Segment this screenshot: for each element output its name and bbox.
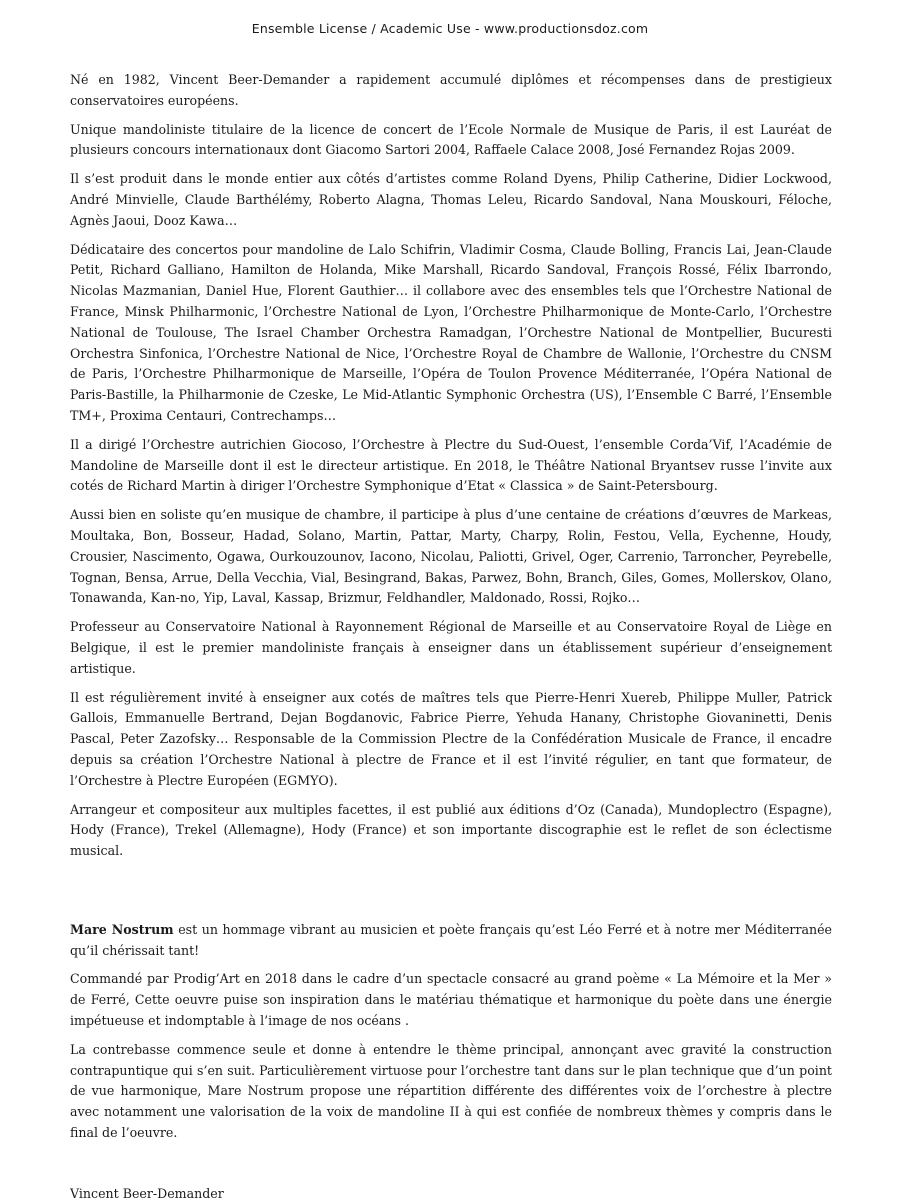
section-spacer [70, 870, 832, 920]
signature-spacer [70, 1152, 832, 1184]
bio-paragraph-6: Aussi bien en soliste qu’en musique de chambre, il participe à plus d’une centaine de créations d’œuvres de Markeas, Moultaka, Bon, Bosseur, Hadad, Solano, Martin, Pattar, Marty, Charpy, Rolin, Festou, Vella, Eychenne, Houdy, Crousier, Nascimento, Ogawa, Ourkouzounov, Iacono, Nicolau, Paliotti, Grivel, Oger, Carrenio, Tarroncher, Peyrebelle, Tognan, Bensa, Arrue, Della Vecchia, Vial, Besingrand, Bakas, Parwez, Bohn, Branch, Giles, Gomes, Mollerskov, Olano, Tonawanda, Kan-no, Yip, Laval, Kassap, Brizmur, Feldhandler, Maldonado, Rossi, Rojko… [70, 507, 832, 606]
work-intro-text: est un hommage vibrant au musicien et poète français qu’est Léo Ferré et à notre mer Méditerranée qu’il chérissait tant! [70, 921, 832, 958]
work-intro-paragraph [70, 920, 832, 962]
bio-paragraph-9: Arrangeur et compositeur aux multiples facettes, il est publié aux éditions d’Oz (Canada), Mundoplectro (Espagne), Hody (France), Trekel (Allemagne), Hody (France) et son importante discographie est le reflet de son éclectisme musical. [70, 801, 832, 859]
work-title: Mare Nostrum [70, 921, 174, 937]
bio-paragraph-2: Unique mandoliniste titulaire de la licence de concert de l’Ecole Normale de Musique de Paris, il est Lauréat de plusieurs concours internationaux dont Giacomo Sartori 2004, Raffaele Calace 2008, José Fernandez Rojas 2009. [70, 121, 832, 158]
work-paragraph-2: La contrebasse commence seule et donne à entendre le thème principal, annonçant avec gravité la construction contrapuntique qui s’en suit. Particulièrement virtuose pour l’orchestre tant dans sur le plan technique que d’un point de vue harmonique, Mare Nostrum propose une répartition différente des différentes voix de l’orchestre à plectre avec notamment une valorisation de la voix de mandoline II à qui est confiée de nombreux thèmes y compris dans le final de l’oeuvre. [70, 1041, 832, 1141]
bio-paragraph-7: Professeur au Conservatoire National à Rayonnement Régional de Marseille et au Conservatoire Royal de Liège en Belgique, il est le premier mandoliniste français à enseigner dans un établissement supérieur d’enseignement artistique. [70, 619, 832, 676]
signature-author: Vincent Beer-Demander [70, 1185, 224, 1200]
document-body [70, 70, 832, 1200]
license-header: Ensemble License / Academic Use - www.productionsdoz.com [251, 21, 649, 36]
bio-paragraph-4: Dédicataire des concertos pour mandoline de Lalo Schifrin, Vladimir Cosma, Claude Bolling, Francis Lai, Jean-Claude Petit, Richard Galliano, Hamilton de Holanda, Mike Marshall, Ricardo Sandoval, François Rossé, Félix Ibarrondo, Nicolas Mazmanian, Daniel Hue, Florent Gauthier… il collabore avec des ensembles tels que l’Orchestre National de France, Minsk Philharmonic, l’Orchestre National de Lyon, l’Orchestre Philharmonique de Monte-Carlo, l’Orchestre National de Toulouse, The Israel Chamber Orchestra Ramadgan, l’Orchestre National de Montpellier, Bucuresti Orchestra Sinfonica, l’Orchestre National de Nice, l’Orchestre Royal de Chambre de Wallonie, l’Orchestre du CNSM de Paris, l’Orchestre Philharmonique de Marseille, l’Opéra de Toulon Provence Méditerranée, l’Opéra National de Paris-Bastille, la Philharmonie de Czeske, Le Mid-Atlantic Symphonic Orchestra (US), l’Ensemble C Barré, l’Ensemble TM+, Proxima Centauri, Contrechamps… [70, 241, 832, 423]
bio-paragraph-8: Il est régulièrement invité à enseigner aux cotés de maîtres tels que Pierre-Henri Xuereb, Philippe Muller, Patrick Gallois, Emmanuelle Bertrand, Dejan Bogdanovic, Fabrice Pierre, Yehuda Hanany, Christophe Giovaninetti, Denis Pascal, Peter Zazofsky… Responsable de la Commission Plectre de la Confédération Musicale de France, il encadre depuis sa création l’Orchestre National à plectre de France et il est l’invité régulier, en tant que formateur, de l’Orchestre à Plectre Européen (EGMYO). [70, 689, 832, 788]
bio-paragraph-3: Il s’est produit dans le monde entier aux côtés d’artistes comme Roland Dyens, Philip Catherine, Didier Lockwood, André Minvielle, Claude Barthélémy, Roberto Alagna, Thomas Leleu, Ricardo Sandoval, Nana Mouskouri, Féloche, Agnès Jaoui, Dooz Kawa… [70, 171, 832, 228]
work-paragraph-1: Commandé par Prodig’Art en 2018 dans le cadre d’un spectacle consacré au grand poème « La Mémoire et la Mer » de Ferré, Cette oeuvre puise son inspiration dans le matériau thématique et harmonique du poète dans une énergie impétueuse et indomptable à l’image de nos océans . [70, 971, 832, 1029]
bio-paragraph-1: Né en 1982, Vincent Beer-Demander a rapidement accumulé diplômes et récompenses dans de prestigieux conservatoires européens. [70, 72, 832, 108]
bio-paragraph-5: Il a dirigé l’Orchestre autrichien Giocoso, l’Orchestre à Plectre du Sud-Ouest, l’ensemble Corda’Vif, l’Académie de Mandoline de Marseille dont il est le directeur artistique. En 2018, le Théâtre National Bryantsev russe l’invite aux cotés de Richard Martin à diriger l’Orchestre Symphonique d’Etat « Classica » de Saint-Petersbourg. [70, 436, 832, 494]
